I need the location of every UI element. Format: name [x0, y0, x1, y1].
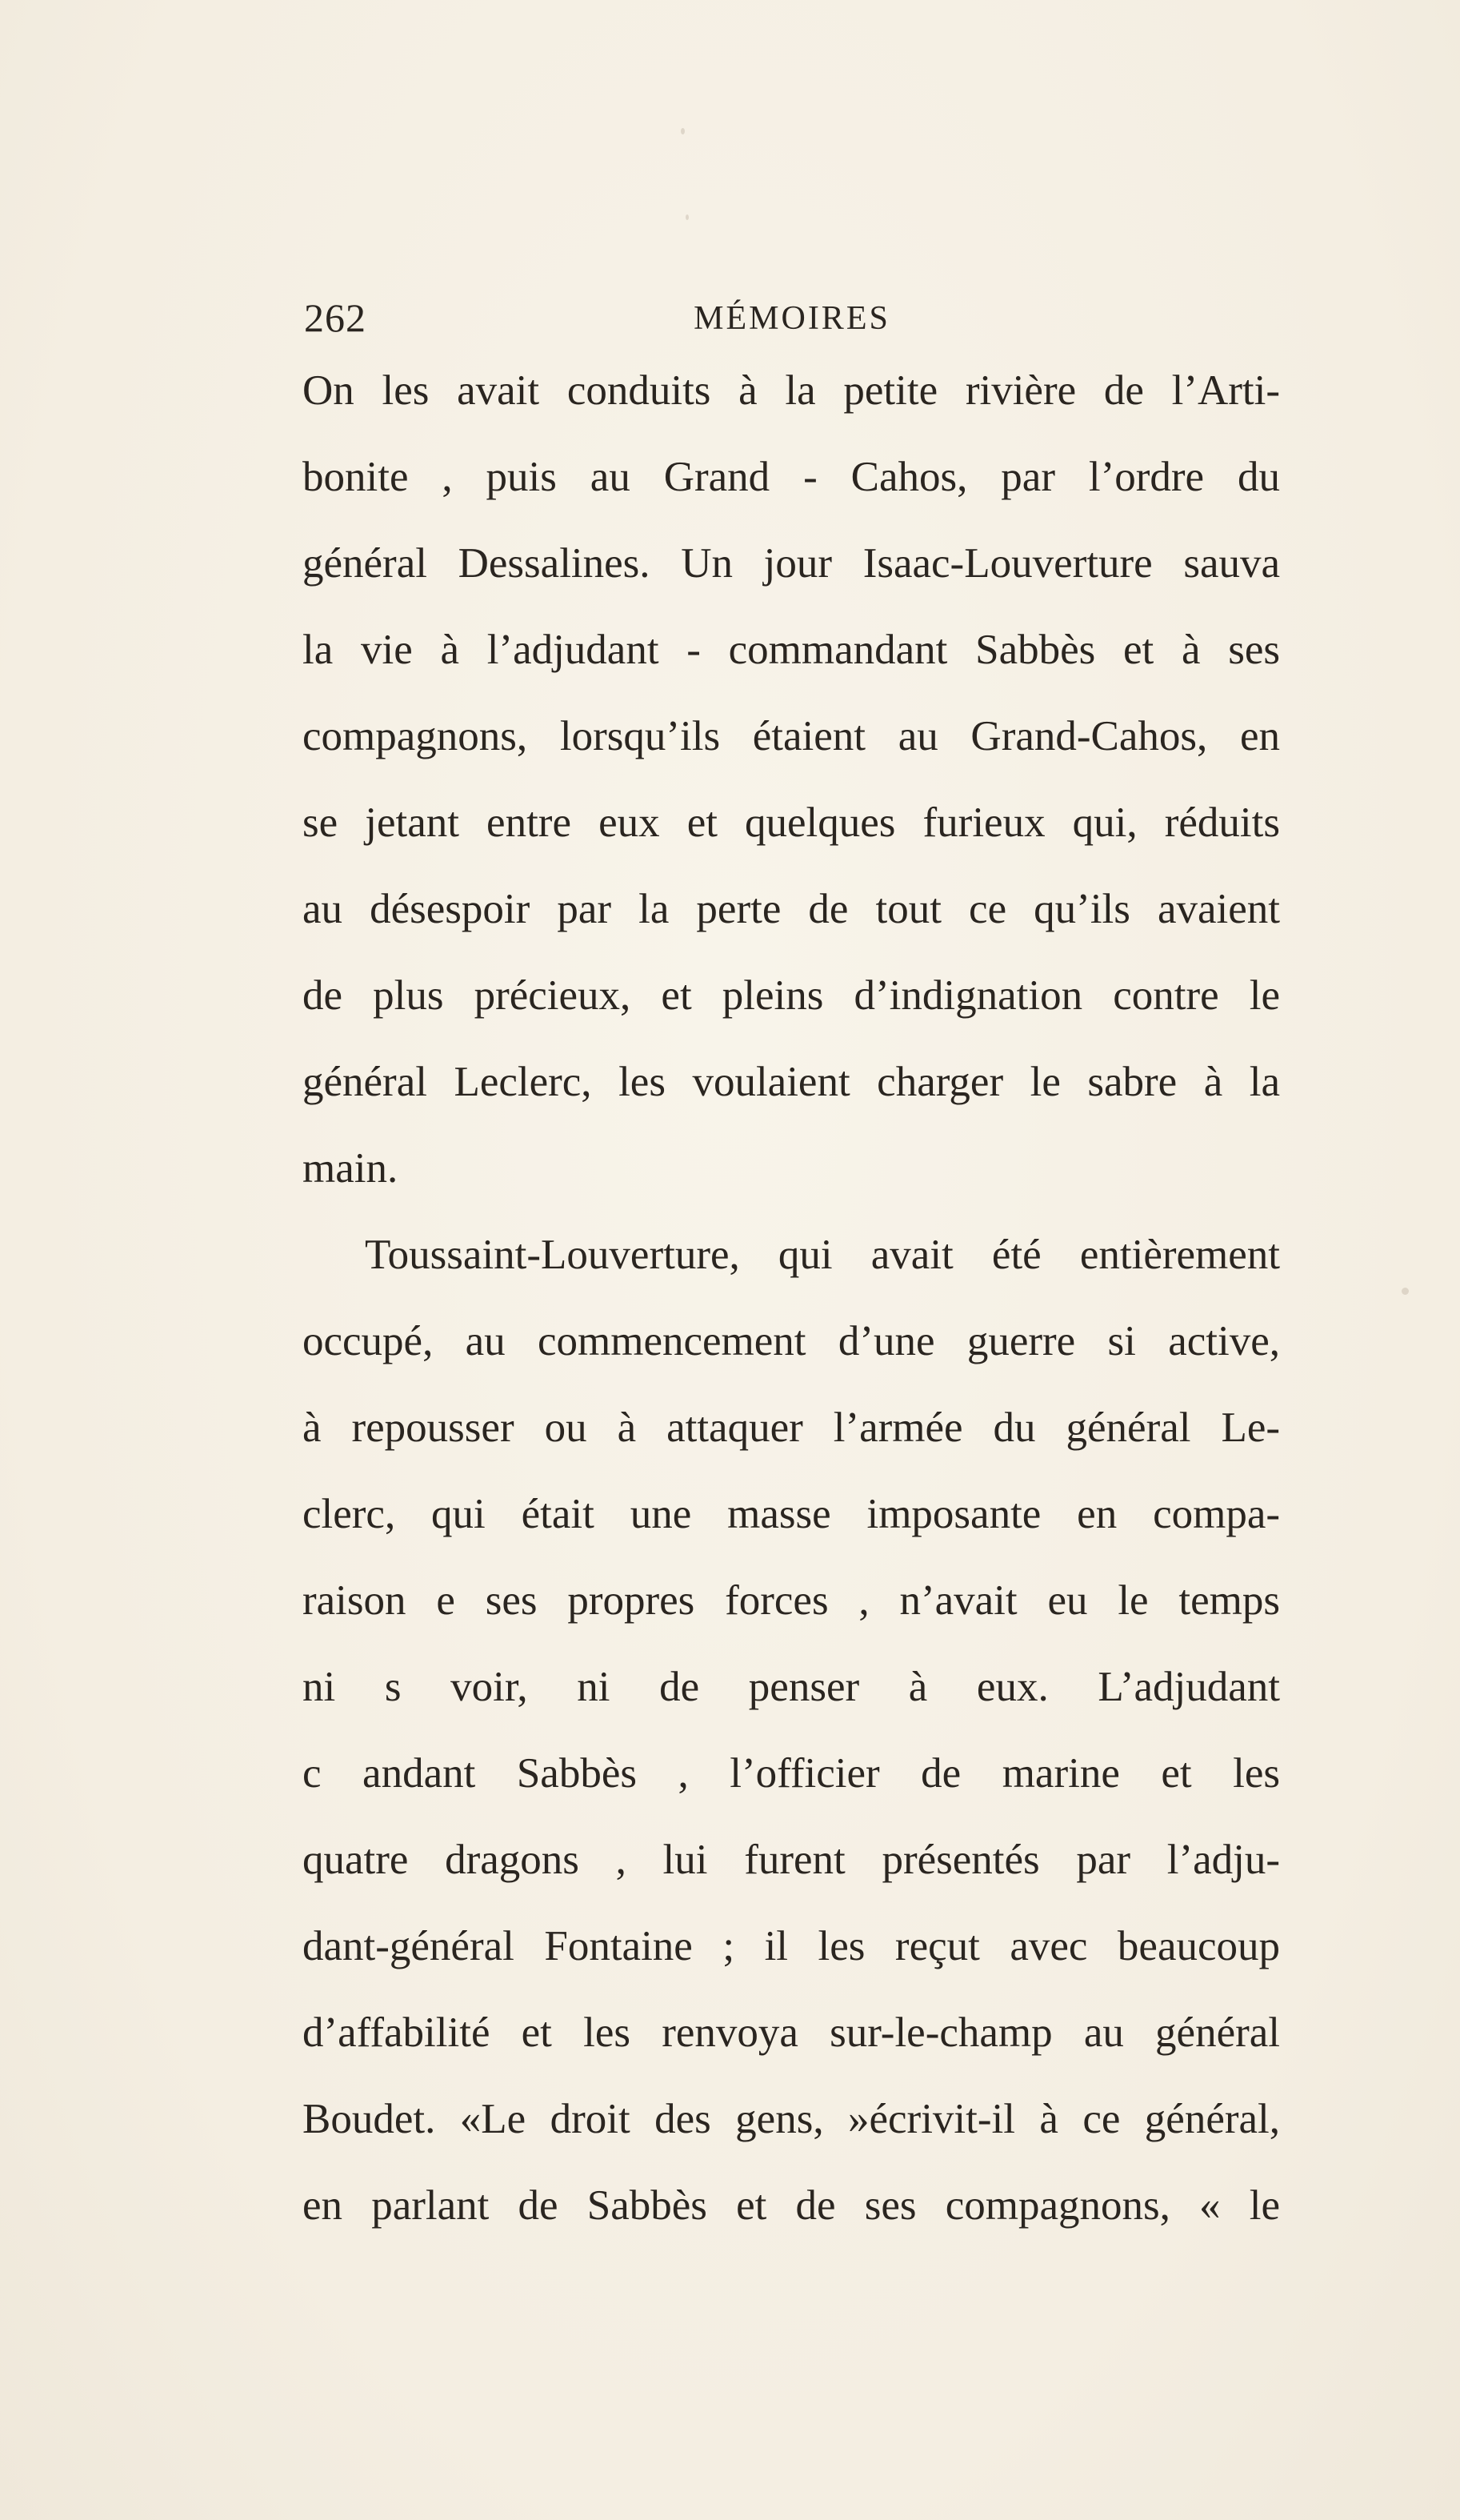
text-line: Boudet. «Le droit des gens, »écrivit-il à ce général, [302, 2096, 1280, 2142]
text-line: général Leclerc, les voulaient charger le sabre à la [302, 1059, 1280, 1105]
text-line: clerc, qui était une masse imposante en compa- [302, 1491, 1280, 1537]
text-line: la vie à l’adjudant - commandant Sabbès et à ses [302, 627, 1280, 673]
text-line: général Dessalines. Un jour Isaac-Louverture sauva [302, 540, 1280, 587]
text-line: compagnons, lorsqu’ils étaient au Grand-Cahos, en [302, 713, 1280, 759]
paragraph-first-line: Toussaint-Louverture, qui avait été entièrement [365, 1232, 1280, 1278]
paper-spot [1402, 1288, 1409, 1295]
paper-spot [686, 214, 689, 220]
running-title: MÉMOIRES [694, 300, 890, 337]
text-line: à repousser ou à attaquer l’armée du général Le- [302, 1404, 1280, 1451]
text-line: au désespoir par la perte de tout ce qu’ils avaient [302, 886, 1280, 932]
text-line: raison e ses propres forces , n’avait eu le temps [302, 1577, 1280, 1624]
text-line: en parlant de Sabbès et de ses compagnons, « le [302, 2182, 1280, 2229]
running-head [304, 294, 1280, 343]
text-line: dant-général Fontaine ; il les reçut avec beaucoup [302, 1923, 1280, 1969]
paper-spot [681, 128, 685, 134]
text-line: ni s voir, ni de penser à eux. L’adjudant [302, 1664, 1280, 1710]
page-number: 262 [304, 295, 366, 340]
body-text [302, 347, 1280, 2249]
text-line: occupé, au commencement d’une guerre si active, [302, 1318, 1280, 1364]
text-line: d’affabilité et les renvoya sur-le-champ au général [302, 2009, 1280, 2056]
text-line: bonite , puis au Grand - Cahos, par l’ordre du [302, 454, 1280, 500]
text-line: se jetant entre eux et quelques furieux qui, réduits [302, 799, 1280, 846]
text-line: On les avait conduits à la petite rivière de l’Arti- [302, 367, 1280, 414]
text-line: de plus précieux, et pleins d’indignation contre le [302, 972, 1280, 1019]
text-line: c andant Sabbès , l’officier de marine et les [302, 1750, 1280, 1797]
text-line: quatre dragons , lui furent présentés par l’adju- [302, 1837, 1280, 1883]
text-line: main. [302, 1145, 398, 1192]
